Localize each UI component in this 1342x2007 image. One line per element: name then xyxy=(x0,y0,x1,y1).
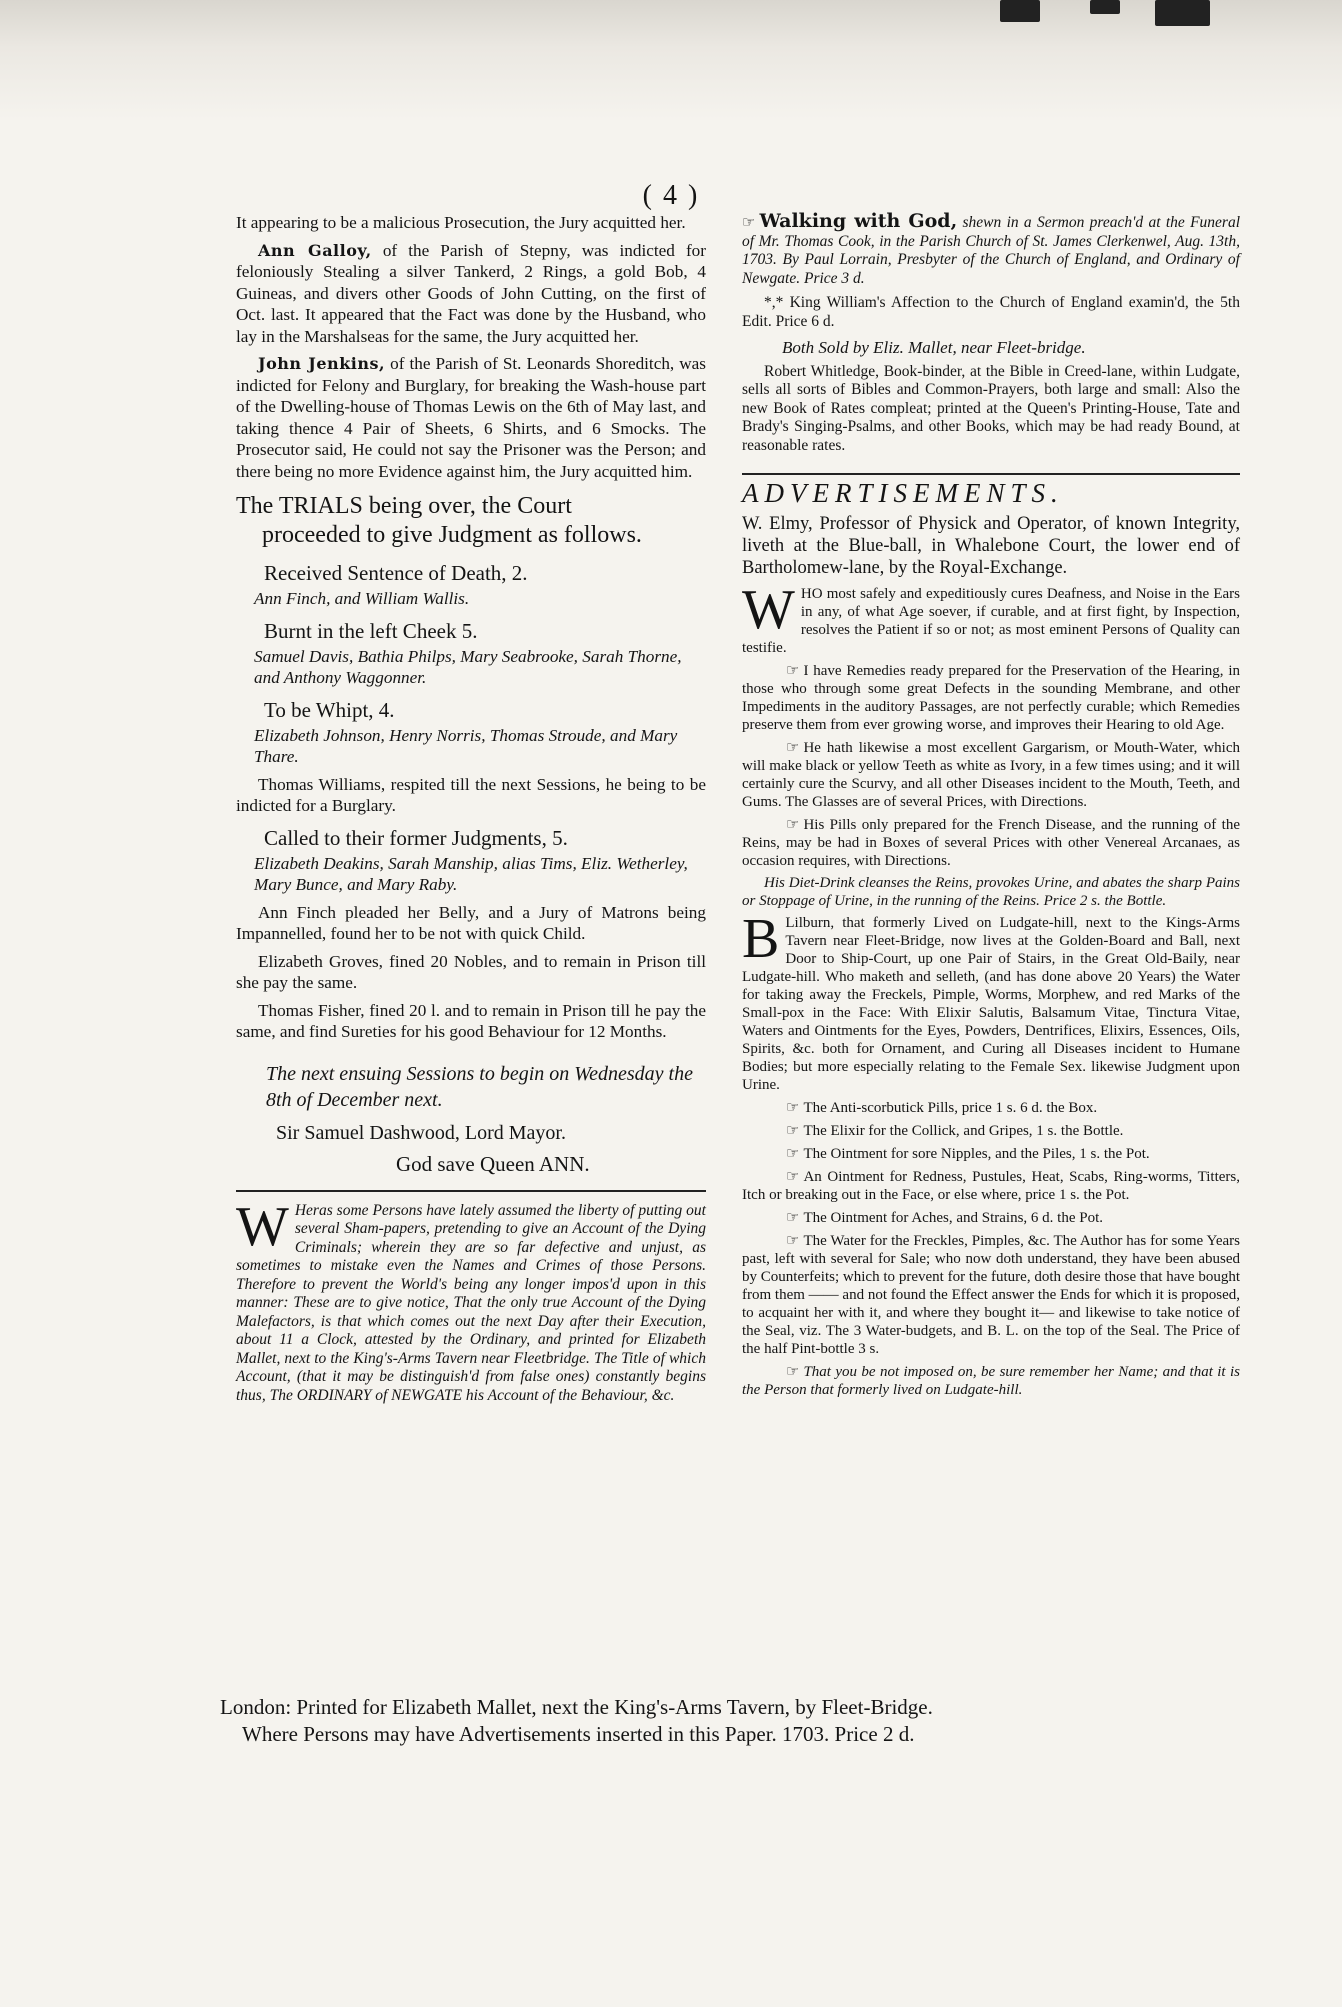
drop-cap: W xyxy=(236,1195,289,1258)
pointing-hand-icon: ☞ xyxy=(742,213,756,231)
finch-paragraph: Ann Finch pleaded her Belly, and a Jury of Matrons being Impannelled, found her to be not with quick Child. xyxy=(236,902,706,943)
ink-blot xyxy=(1090,0,1120,14)
defendant-name: John Jenkins, xyxy=(258,354,386,373)
king-william-notice: *,* King William's Affection to the Church of England examin'd, the 5th Edit. Price 6 d. xyxy=(742,294,1240,330)
page-number: ( 4 ) xyxy=(642,180,700,211)
imprint-line: Where Persons may have Advertisements inserted in this Paper. 1703. Price 2 d. xyxy=(242,1722,915,1746)
divider-rule xyxy=(236,1190,706,1192)
ink-blot xyxy=(1000,0,1040,22)
pointing-hand-icon: ☞ xyxy=(786,814,800,833)
whitledge-notice: Robert Whitledge, Book-binder, at the Bible in Creed-lane, within Ludgate, sells all sorts of Bibles and Common-Prayers, both large and small: Also the new Book of Rates compleat; printed at the Queen's Printing-House, Tate and Brady's Singing-Psalms, and other Books, which may be had ready Bound, at reasonable rates. xyxy=(742,362,1240,454)
advert-text: HO most safely and expeditiously cures Deafness, and Noise in the Ears in any, of what Age soever, if curable, and at first fight, by Inspection, resolves the Patient if so or not; as most eminent Persons of Quality can testifie. xyxy=(742,585,1240,656)
sold-by-line: Both Sold by Eliz. Mallet, near Fleet-bridge. xyxy=(782,338,1086,357)
page-top-edge xyxy=(0,0,1342,120)
trials-heading xyxy=(236,492,706,550)
advert-item-text: An Ointment for Redness, Pustules, Heat, Scabs, Ring-worms, Titters, Itch or breaking out in the Face, or else where, price 1 s. the Pot. xyxy=(742,1168,1240,1203)
remedies-advert xyxy=(742,661,1240,734)
right-column xyxy=(742,212,1240,1403)
book-title: Walking with God, xyxy=(759,210,958,232)
advert-item xyxy=(742,1167,1240,1204)
gargarism-advert xyxy=(742,738,1240,811)
ink-blot xyxy=(1155,0,1210,26)
trials-heading-line: proceeded to give Judgment as follows. xyxy=(262,522,642,548)
burnt-heading: Burnt in the left Cheek 5. xyxy=(264,618,478,643)
imprint-footer xyxy=(220,1694,1260,1748)
pointing-hand-icon: ☞ xyxy=(786,1361,800,1380)
pointing-hand-icon: ☞ xyxy=(786,660,800,679)
advert-text: I have Remedies ready prepared for the Preservation of the Hearing, in those who through some great Defects in the sounding Membrane, and other Impediments in the auditory Passages, are not perfectly curable; which Remedies preserve them from ever growing worse, and improves their Hearing to old Age. xyxy=(742,662,1240,733)
williams-paragraph: Thomas Williams, respited till the next Sessions, he being to be indicted for a Burglary. xyxy=(236,774,706,815)
advert-item xyxy=(742,1231,1240,1358)
elmy-advert-intro: W. Elmy, Professor of Physick and Operator, of known Integrity, liveth at the Blue-ball, in Whalebone Court, the lower end of Bartholomew-lane, by the Royal-Exchange. xyxy=(742,513,1240,578)
book-description: shewn in a Sermon preach'd at the Funeral of Mr. Thomas Cook, in the Parish Church of St. James Clerkenwel, Aug. 13th, 1703. By Paul Lorrain, Presbyter of the Church of England, and Ordinary of Newgate. Price 3 d. xyxy=(742,214,1241,287)
drop-cap: W xyxy=(742,578,795,641)
elmy-advert-body xyxy=(742,578,1240,657)
advert-text: Lilburn, that formerly Lived on Ludgate-hill, next to the Kings-Arms Tavern near Fleet-Bridge, now lives at the Golden-Board and Ball, next Door to Ship-Court, up one Pair of Stairs, in the Great Old-Baily, near Ludgate-hill. Who maketh and selleth, (and has done above 20 Years) the Water for taking away the Freckels, Pimple, Worms, Morphew, and red Marks of the Small-pox in the Face: With Elixir Salutis, Balsamum Vitae, Tinctura Vitae, Waters and Ointments for the Eyes, Powders, Dentrifices, Elixirs, Essences, Oils, Spirits, &c. both for Ornament, and Curing all Diseases incident to Humane Bodies; but more especially relating to the Female Sex. likewise Judgment upon Urine. xyxy=(742,914,1240,1093)
pointing-hand-icon: ☞ xyxy=(786,1097,800,1116)
advert-item xyxy=(742,1208,1240,1227)
trials-heading-line: The TRIALS being over, the Court xyxy=(236,493,572,519)
fisher-paragraph: Thomas Fisher, fined 20 l. and to remain in Prison till he pay the same, and find Sureties for his good Behaviour for 12 Months. xyxy=(236,1000,706,1041)
advert-text: He hath likewise a most excellent Gargarism, or Mouth-Water, which will make black or yellow Teeth as white as Ivory, in a few times using; and it will certainly cure the Scurvy, and all other Diseases incident to the Mouth, Teeth, and Gums. The Glasses are of several Prices, with Directions. xyxy=(742,739,1240,810)
former-judgments-heading: Called to their former Judgments, 5. xyxy=(264,825,568,850)
pointing-hand-icon: ☞ xyxy=(786,737,800,756)
pointing-hand-icon: ☞ xyxy=(786,1143,800,1162)
pointing-hand-icon: ☞ xyxy=(786,1166,800,1185)
whipt-names: Elizabeth Johnson, Henry Norris, Thomas Stroude, and Mary Thare. xyxy=(254,725,678,766)
advert-text: His Pills only prepared for the French Disease, and the running of the Reins, may be had in Boxes of several Prices with other Venereal Arcanaes, as occasion requires, with Directions. xyxy=(742,816,1240,869)
death-sentence-names: Ann Finch, and William Wallis. xyxy=(254,589,470,608)
advert-item xyxy=(742,1098,1240,1117)
advert-item xyxy=(742,1362,1240,1399)
whipt-heading: To be Whipt, 4. xyxy=(264,697,395,722)
next-sessions-notice: The next ensuing Sessions to begin on Wednesday the 8th of December next. xyxy=(266,1062,693,1111)
advertisements-heading: ADVERTISEMENTS. xyxy=(742,473,1240,505)
drop-cap: B xyxy=(742,907,780,970)
advert-item-text: That you be not imposed on, be sure remember her Name; and that it is the Person that formerly lived on Ludgate-hill. xyxy=(742,1363,1240,1398)
lilburn-advert xyxy=(742,907,1240,1094)
pills-advert xyxy=(742,815,1240,870)
john-jenkins-paragraph xyxy=(236,353,706,482)
advert-item xyxy=(742,1144,1240,1163)
left-column xyxy=(236,212,706,1405)
pointing-hand-icon: ☞ xyxy=(786,1207,800,1226)
acquittal-paragraph: It appearing to be a malicious Prosecution, the Jury acquitted her. xyxy=(236,213,686,232)
advert-item-text: The Anti-scorbutick Pills, price 1 s. 6 d. the Box. xyxy=(803,1099,1098,1116)
lord-mayor: Sir Samuel Dashwood, Lord Mayor. xyxy=(276,1121,566,1144)
advert-item xyxy=(742,1121,1240,1140)
walking-with-god-notice xyxy=(742,212,1240,288)
book-notices xyxy=(742,212,1240,455)
case-text: of the Parish of St. Leonards Shoreditch, was indicted for Felony and Burglary, for breaking the Wash-house part of the Dwelling-house of Thomas Lewis on the 6th of May last, and taking thence 4 Pair of Sheets, 6 Shirts, and 6 Smocks. The Prosecutor said, He could not say the Prisoner was the Person; and there being no more Evidence against him, the Jury acquitted him. xyxy=(236,354,706,481)
advert-item-text: The Elixir for the Collick, and Gripes, 1 s. the Bottle. xyxy=(803,1122,1124,1139)
defendant-name: Ann Galloy, xyxy=(258,240,372,260)
former-judgments-names: Elizabeth Deakins, Sarah Manship, alias Tims, Eliz. Wetherley, Mary Bunce, and Mary Raby. xyxy=(254,853,688,894)
death-sentence-heading: Received Sentence of Death, 2. xyxy=(264,561,528,585)
god-save-queen: God save Queen ANN. xyxy=(396,1152,590,1176)
imprint-line: London: Printed for Elizabeth Mallet, next the King's-Arms Tavern, by Fleet-Bridge. xyxy=(220,1695,933,1719)
groves-paragraph: Elizabeth Groves, fined 20 Nobles, and to remain in Prison till she pay the same. xyxy=(236,951,706,992)
case-text: of the Parish of Stepny, was indicted for feloniously Stealing a silver Tankerd, 2 Rings, a gold Bob, 4 Guineas, and divers other Goods of John Cutting, on the first of Oct. last. It appeared that the Fact was done by the Husband, who lay in the Marshalseas for the same, the Jury acquitted her. xyxy=(236,240,706,346)
notice-text: Heras some Persons have lately assumed the liberty of putting out several Sham-papers, pretending to give an Account of the Dying Criminals; wherein they are so far defective and unjust, as sometimes to mistake even the Names and Crimes of those Persons. Therefore to prevent the World's being any longer impos'd upon in this manner: These are to give notice, That the only true Account of the Dying Malefactors, is that which comes out the next Day after their Execution, about 11 a Clock, attested by the Ordinary, and printed for Elizabeth Mallet, next to the King's-Arms Tavern near Fleetbridge. The Title of which Account, (that it may be distinguish'd from false ones) constantly begins thus, The ORDINARY of NEWGATE his Account of the Behaviour, &c. xyxy=(236,1201,706,1404)
pointing-hand-icon: ☞ xyxy=(786,1230,800,1249)
advert-text: His Diet-Drink cleanses the Reins, provokes Urine, and abates the sharp Pains or Stoppage of Urine, in the running of the Reins. Price 2 s. the Bottle. xyxy=(742,874,1240,909)
ann-galloy-paragraph xyxy=(236,240,706,348)
advert-item-text: The Ointment for Aches, and Strains, 6 d. the Pot. xyxy=(803,1209,1103,1226)
diet-drink-advert xyxy=(742,874,1240,910)
sham-papers-notice xyxy=(236,1195,706,1406)
burnt-names: Samuel Davis, Bathia Philps, Mary Seabrooke, Sarah Thorne, and Anthony Waggonner. xyxy=(254,646,682,687)
pointing-hand-icon: ☞ xyxy=(786,1120,800,1139)
advert-item-text: The Water for the Freckles, Pimples, &c. The Author has for some Years past, left with several for Sale; who now doth understand, they have been abused by Counterfeits; which to prevent for the future, doth desire those that have bought from them —— and not found the Effect answer the Ends for which it is proposed, to acquaint her with it, and where they bought it— and likewise to take notice of the Seal, viz. The 3 Water-budgets, and B. L. on the top of the Seal. The Price of the half Pint-bottle 3 s. xyxy=(742,1232,1240,1357)
advert-item-text: The Ointment for sore Nipples, and the Piles, 1 s. the Pot. xyxy=(803,1145,1150,1162)
